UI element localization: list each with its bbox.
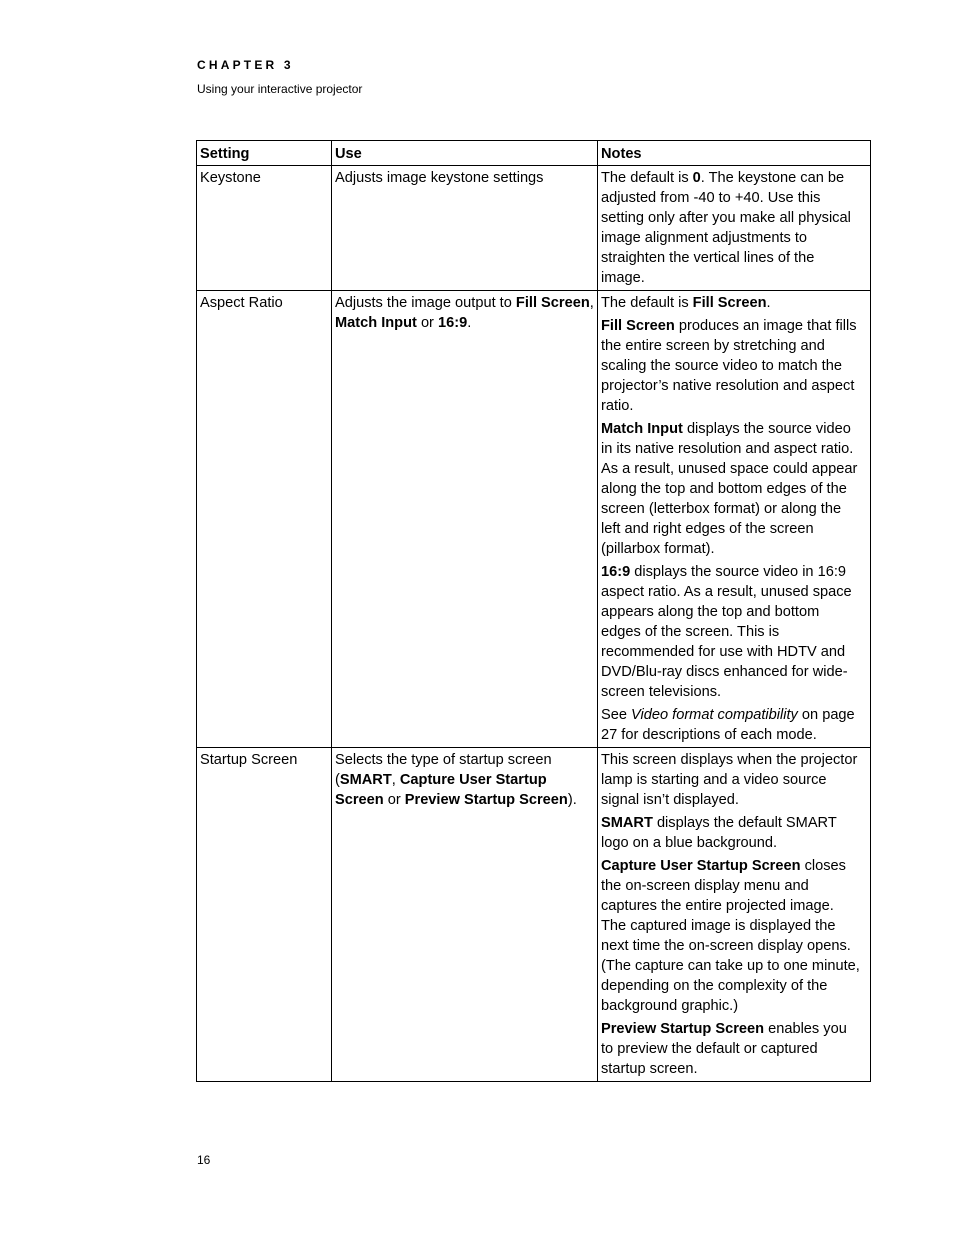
chapter-label: CHAPTER 3 [197, 58, 294, 72]
note-paragraph: Capture User Startup Screen closes the on-screen display menu and captures the entire projected image. The captured image is displayed the next time the on-screen display opens. (The capture can take up to one minute, depending on the complexity of the background graphic.) [601, 858, 860, 1014]
note-paragraph: 16:9 displays the source video in 16:9 aspect ratio. As a result, unused space appears along the top and bottom edges of the screen. This is recommended for use with HDTV and DVD/Blu-ray discs enhanced for wide-screen televisions. [601, 564, 852, 700]
header-setting: Setting [197, 141, 332, 166]
note-paragraph: The default is 0. The keystone can be adjusted from -40 to +40. Use this setting only after you make all physical image alignment adjustments to straighten the vertical lines of the image. [601, 170, 851, 286]
note-paragraph: The default is Fill Screen. [601, 295, 771, 311]
use-cell: Adjusts image keystone settings [332, 166, 598, 291]
setting-cell: Keystone [197, 166, 332, 291]
note-paragraph: Fill Screen produces an image that fills the entire screen by stretching and scaling the source video to match the projector’s native resolution and aspect ratio. [601, 318, 857, 414]
chapter-subtitle: Using your interactive projector [197, 82, 363, 96]
table-row-keystone [197, 166, 871, 291]
note-paragraph: See Video format compatibility on page 27 for descriptions of each mode. [601, 707, 855, 743]
table-header-row [197, 141, 871, 166]
notes-cell [598, 291, 871, 748]
cross-reference-link[interactable]: Video format compatibility [631, 707, 798, 723]
notes-cell [598, 166, 871, 291]
note-paragraph: This screen displays when the projector lamp is starting and a video source signal isn’t displayed. [601, 752, 858, 808]
header-notes: Notes [598, 141, 871, 166]
use-cell: Adjusts the image output to Fill Screen, Match Input or 16:9. [332, 291, 598, 748]
settings-table [196, 140, 871, 1082]
note-paragraph: Preview Startup Screen enables you to preview the default or captured startup screen. [601, 1021, 847, 1077]
header-use: Use [332, 141, 598, 166]
note-paragraph: SMART displays the default SMART logo on a blue background. [601, 815, 837, 851]
table-row-startup-screen [197, 748, 871, 1082]
note-paragraph: Match Input displays the source video in its native resolution and aspect ratio. As a result, unused space could appear along the top and bottom edges of the screen (letterbox format) or along the left and right edges of the screen (pillarbox format). [601, 421, 858, 557]
setting-cell: Aspect Ratio [197, 291, 332, 748]
setting-cell: Startup Screen [197, 748, 332, 1082]
notes-cell [598, 748, 871, 1082]
use-cell: Selects the type of startup screen (SMART, Capture User Startup Screen or Preview Startup Screen). [332, 748, 598, 1082]
page-number: 16 [197, 1153, 211, 1167]
table-row-aspect-ratio [197, 291, 871, 748]
